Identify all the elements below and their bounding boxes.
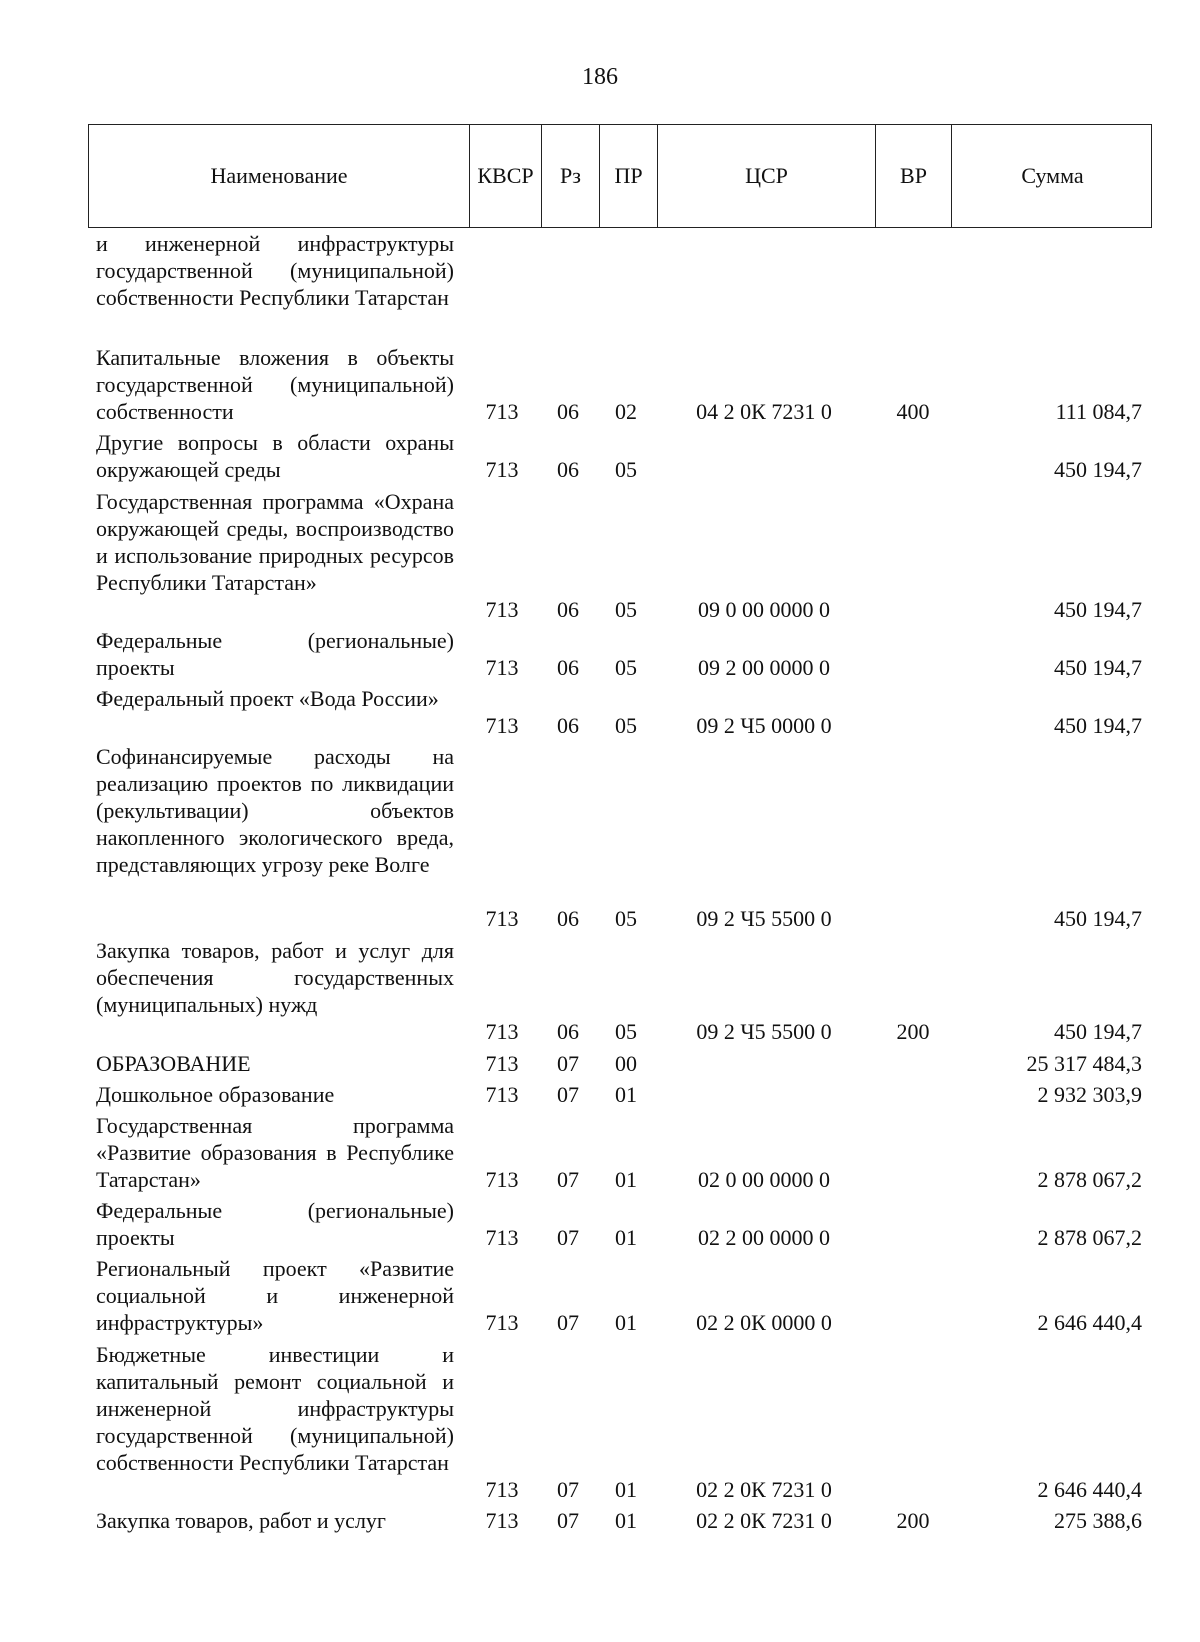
row-pr: 01 <box>615 1477 637 1502</box>
table-row <box>0 1197 1200 1251</box>
row-name: Закупка товаров, работ и услуг для обеспечения государственных (муниципальных) нужд <box>96 938 454 1017</box>
row-pr: 05 <box>615 713 637 738</box>
row-kvsr: 713 <box>485 1508 519 1533</box>
row-rz: 06 <box>557 399 579 424</box>
row-rz: 06 <box>557 457 579 482</box>
row-name: ОБРАЗОВАНИЕ <box>96 1051 251 1076</box>
row-pr: 02 <box>615 399 637 424</box>
row-vr: 200 <box>896 1508 930 1533</box>
row-kvsr: 713 <box>485 1310 519 1335</box>
row-sum: 450 194,7 <box>1054 713 1142 738</box>
table-row <box>0 429 1200 483</box>
row-sum: 450 194,7 <box>1054 906 1142 931</box>
table-row <box>0 1341 1200 1503</box>
row-name: Государственная программа «Охрана окружающей среды, воспроизводство и использование природных ресурсов Республики Татарстан» <box>96 489 454 595</box>
row-csr: 02 2 0К 7231 0 <box>696 1477 832 1502</box>
row-kvsr: 713 <box>485 713 519 738</box>
row-sum: 450 194,7 <box>1054 597 1142 622</box>
header-rz: Рз <box>541 125 599 227</box>
row-sum: 2 878 067,2 <box>1037 1225 1142 1250</box>
row-rz: 07 <box>557 1051 579 1076</box>
row-sum: 450 194,7 <box>1054 457 1142 482</box>
page-number: 186 <box>582 64 618 90</box>
table-row <box>0 627 1200 681</box>
row-sum: 111 084,7 <box>1055 399 1142 424</box>
row-name: Государственная программа «Развитие образования в Республике Татарстан» <box>96 1113 454 1192</box>
table-row <box>0 743 1200 932</box>
row-kvsr: 713 <box>485 1082 519 1107</box>
row-csr: 09 2 Ч5 0000 0 <box>696 713 832 738</box>
row-rz: 06 <box>557 1019 579 1044</box>
row-rz: 07 <box>557 1167 579 1192</box>
header-sum: Сумма <box>951 125 1153 227</box>
header-vr: ВР <box>875 125 951 227</box>
row-rz: 06 <box>557 597 579 622</box>
row-sum: 275 388,6 <box>1054 1508 1142 1533</box>
row-csr: 02 0 00 0000 0 <box>698 1167 830 1192</box>
table-row <box>0 937 1200 1045</box>
table-row <box>0 685 1200 739</box>
row-rz: 07 <box>557 1477 579 1502</box>
row-sum: 2 646 440,4 <box>1037 1310 1142 1335</box>
row-pr: 00 <box>615 1051 637 1076</box>
row-csr: 09 2 Ч5 5500 0 <box>696 1019 832 1044</box>
row-sum: 450 194,7 <box>1054 655 1142 680</box>
row-csr: 09 2 Ч5 5500 0 <box>696 906 832 931</box>
row-kvsr: 713 <box>485 906 519 931</box>
row-kvsr: 713 <box>485 1019 519 1044</box>
table-row <box>0 1081 1200 1108</box>
row-csr: 02 2 00 0000 0 <box>698 1225 830 1250</box>
row-name: Другие вопросы в области охраны окружающей среды <box>96 430 454 482</box>
row-name: Закупка товаров, работ и услуг <box>96 1508 386 1533</box>
table-header <box>88 124 1152 228</box>
row-vr: 200 <box>896 1019 930 1044</box>
header-pr: ПР <box>599 125 657 227</box>
row-kvsr: 713 <box>485 399 519 424</box>
row-pr: 01 <box>615 1310 637 1335</box>
table-row <box>0 344 1200 425</box>
row-rz: 06 <box>557 713 579 738</box>
row-sum: 2 878 067,2 <box>1037 1167 1142 1192</box>
row-name: Бюджетные инвестиции и капитальный ремонт социальной и инженерной инфраструктуры государственной (муниципальной) собственности Республики Татарстан <box>96 1342 454 1475</box>
row-name: Федеральные (региональные) проекты <box>96 1198 454 1250</box>
row-name: Федеральный проект «Вода России» <box>96 686 439 711</box>
table-row <box>0 1255 1200 1336</box>
row-kvsr: 713 <box>485 597 519 622</box>
row-kvsr: 713 <box>485 1225 519 1250</box>
row-pr: 05 <box>615 597 637 622</box>
row-kvsr: 713 <box>485 1167 519 1192</box>
row-sum: 25 317 484,3 <box>1026 1051 1142 1076</box>
table-row <box>0 1112 1200 1193</box>
row-rz: 07 <box>557 1508 579 1533</box>
row-sum: 2 646 440,4 <box>1037 1477 1142 1502</box>
row-pr: 05 <box>615 457 637 482</box>
header-name: Наименование <box>210 163 348 188</box>
row-name: Региональный проект «Развитие социальной и инженерной инфраструктуры» <box>96 1256 454 1335</box>
row-kvsr: 713 <box>485 1477 519 1502</box>
table-row <box>0 230 1200 338</box>
row-vr: 400 <box>896 399 930 424</box>
row-kvsr: 713 <box>485 1051 519 1076</box>
row-pr: 01 <box>615 1082 637 1107</box>
row-pr: 05 <box>615 906 637 931</box>
row-rz: 07 <box>557 1310 579 1335</box>
row-kvsr: 713 <box>485 655 519 680</box>
row-name: Федеральные (региональные) проекты <box>96 628 454 680</box>
row-rz: 06 <box>557 906 579 931</box>
row-name: Капитальные вложения в объекты государственной (муниципальной) собственности <box>96 345 454 424</box>
row-name: и инженерной инфраструктуры государственной (муниципальной) собственности Республики Татарстан <box>96 231 454 310</box>
row-pr: 05 <box>615 655 637 680</box>
row-csr: 02 2 0К 0000 0 <box>696 1310 832 1335</box>
row-pr: 01 <box>615 1508 637 1533</box>
row-sum: 450 194,7 <box>1054 1019 1142 1044</box>
row-rz: 07 <box>557 1082 579 1107</box>
row-kvsr: 713 <box>485 457 519 482</box>
row-csr: 09 0 00 0000 0 <box>698 597 830 622</box>
row-csr: 02 2 0К 7231 0 <box>696 1508 832 1533</box>
row-pr: 05 <box>615 1019 637 1044</box>
row-csr: 04 2 0К 7231 0 <box>696 399 832 424</box>
row-sum: 2 932 303,9 <box>1037 1082 1142 1107</box>
row-csr: 09 2 00 0000 0 <box>698 655 830 680</box>
row-pr: 01 <box>615 1167 637 1192</box>
row-name: Софинансируемые расходы на реализацию проектов по ликвидации (рекультивации) объектов накопленного экологического вреда, представляющих угрозу реке Волге <box>96 744 454 877</box>
row-rz: 07 <box>557 1225 579 1250</box>
row-name: Дошкольное образование <box>96 1082 335 1107</box>
table-row <box>0 488 1200 623</box>
header-kvsr: КВСР <box>469 125 541 227</box>
table-row <box>0 1050 1200 1077</box>
header-csr: ЦСР <box>657 125 875 227</box>
row-rz: 06 <box>557 655 579 680</box>
row-pr: 01 <box>615 1225 637 1250</box>
table-row <box>0 1507 1200 1534</box>
